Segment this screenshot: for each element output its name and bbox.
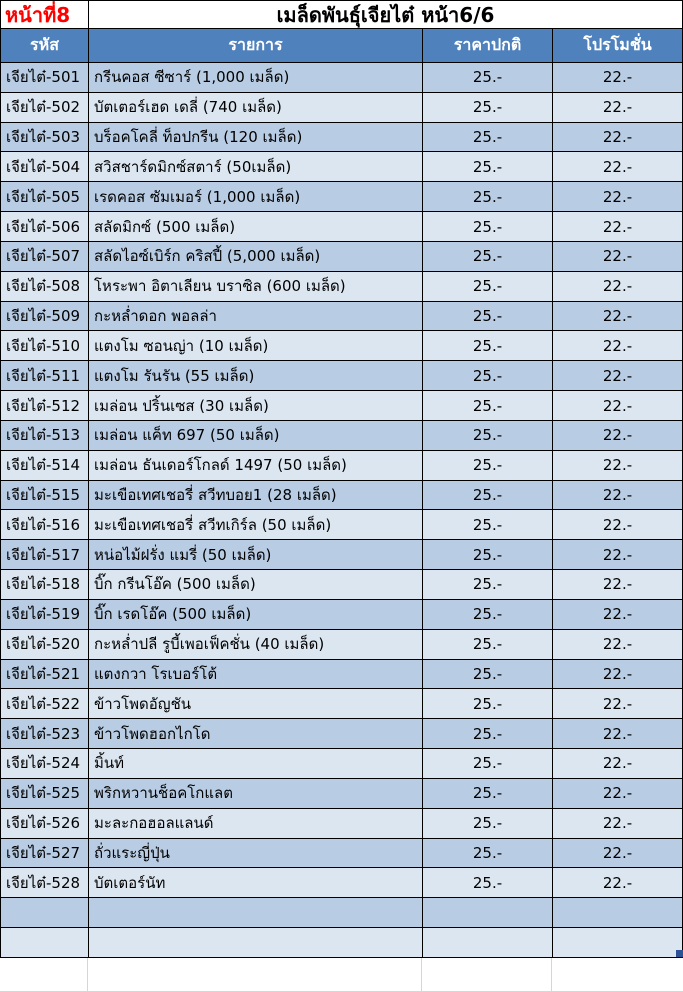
code-cell: เจียไต๋-507 — [1, 242, 89, 272]
regular-price-cell: 25.- — [423, 302, 553, 332]
code-cell: เจียไต๋-516 — [1, 510, 89, 540]
item-cell: บิ๊ก กรีนโอ๊ค (500 เมล็ด) — [89, 570, 423, 600]
promo-price-cell: 22.- — [553, 123, 683, 153]
table-row — [1, 451, 683, 481]
regular-price-cell: 25.- — [423, 719, 553, 749]
table-row — [1, 779, 683, 809]
regular-price-cell: 25.- — [423, 570, 553, 600]
promo-price-cell: 22.- — [553, 600, 683, 630]
table-row — [1, 361, 683, 391]
code-cell: เจียไต๋-520 — [1, 630, 89, 660]
item-cell: สลัดไอซ์เบิร์ก คริสปี้ (5,000 เมล็ด) — [89, 242, 423, 272]
regular-price-cell: 25.- — [423, 630, 553, 660]
item-cell: เมล่อน แค็ท 697 (50 เมล็ด) — [89, 421, 423, 451]
promo-price-cell: 22.- — [553, 361, 683, 391]
code-cell: เจียไต๋-501 — [1, 63, 89, 93]
promo-price-cell: 22.- — [553, 182, 683, 212]
empty-grid-cell — [0, 958, 88, 991]
empty-table-row — [1, 928, 683, 958]
code-cell: เจียไต๋-505 — [1, 182, 89, 212]
regular-price-cell: 25.- — [423, 242, 553, 272]
code-cell: เจียไต๋-504 — [1, 152, 89, 182]
column-header-row — [1, 29, 683, 63]
regular-price-cell: 25.- — [423, 839, 553, 869]
code-cell: เจียไต๋-521 — [1, 660, 89, 690]
empty-grid-row — [0, 958, 683, 992]
regular-price-cell: 25.- — [423, 510, 553, 540]
code-cell: เจียไต๋-509 — [1, 302, 89, 332]
item-cell: มะเขือเทศเชอรี่ สวีทเกิร์ล (50 เมล็ด) — [89, 510, 423, 540]
item-cell: บัตเตอร์นัท — [89, 868, 423, 898]
regular-price-cell: 25.- — [423, 361, 553, 391]
promo-price-cell: 22.- — [553, 809, 683, 839]
regular-price-cell: 25.- — [423, 331, 553, 361]
table-row — [1, 689, 683, 719]
regular-price-cell: 25.- — [423, 391, 553, 421]
item-cell: หน่อไม้ฝรั่ง แมรี่ (50 เมล็ด) — [89, 540, 423, 570]
promo-price-cell: 22.- — [553, 481, 683, 511]
item-cell: มิ้นท์ — [89, 749, 423, 779]
code-cell: เจียไต๋-525 — [1, 779, 89, 809]
promo-price-cell: 22.- — [553, 93, 683, 123]
promo-price-cell: 22.- — [553, 242, 683, 272]
promo-price-cell: 22.- — [553, 63, 683, 93]
code-cell: เจียไต๋-527 — [1, 839, 89, 869]
code-cell: เจียไต๋-512 — [1, 391, 89, 421]
item-cell: บร็อคโคลี่ ท็อปกรีน (120 เมล็ด) — [89, 123, 423, 153]
code-cell: เจียไต๋-523 — [1, 719, 89, 749]
table-row — [1, 809, 683, 839]
code-cell: เจียไต๋-526 — [1, 809, 89, 839]
item-cell: สลัดมิกซ์ (500 เมล็ด) — [89, 212, 423, 242]
table-row — [1, 839, 683, 869]
code-cell: เจียไต๋-528 — [1, 868, 89, 898]
table-row — [1, 152, 683, 182]
item-cell: ถั่วแระญี่ปุ่น — [89, 839, 423, 869]
promo-price-cell: 22.- — [553, 540, 683, 570]
promo-price-cell: 22.- — [553, 510, 683, 540]
code-cell: เจียไต๋-515 — [1, 481, 89, 511]
promo-price-cell: 22.- — [553, 779, 683, 809]
table-row — [1, 391, 683, 421]
table-row — [1, 242, 683, 272]
promo-price-cell: 22.- — [553, 660, 683, 690]
code-cell: เจียไต๋-508 — [1, 272, 89, 302]
page-title: เมล็ดพันธุ์เจียไต๋ หน้า6/6 — [89, 1, 683, 29]
table-row — [1, 510, 683, 540]
code-cell: เจียไต๋-506 — [1, 212, 89, 242]
code-cell: เจียไต๋-524 — [1, 749, 89, 779]
regular-price-cell: 25.- — [423, 421, 553, 451]
item-cell — [89, 928, 423, 958]
item-cell — [89, 898, 423, 928]
regular-price-cell: 25.- — [423, 868, 553, 898]
column-header-item: รายการ — [89, 29, 423, 63]
promo-price-cell: 22.- — [553, 630, 683, 660]
table-row — [1, 421, 683, 451]
item-cell: กรีนคอส ซีซาร์ (1,000 เมล็ด) — [89, 63, 423, 93]
promo-price-cell: 22.- — [553, 212, 683, 242]
table-row — [1, 749, 683, 779]
regular-price-cell: 25.- — [423, 123, 553, 153]
code-cell: เจียไต๋-513 — [1, 421, 89, 451]
regular-price-cell: 25.- — [423, 600, 553, 630]
column-header-regular-price: ราคาปกติ — [423, 29, 553, 63]
code-cell — [1, 898, 89, 928]
regular-price-cell: 25.- — [423, 749, 553, 779]
regular-price-cell: 25.- — [423, 689, 553, 719]
regular-price-cell: 25.- — [423, 779, 553, 809]
item-cell: บิ๊ก เรดโอ๊ค (500 เมล็ด) — [89, 600, 423, 630]
item-cell: กะหล่ำดอก พอลล่า — [89, 302, 423, 332]
regular-price-cell: 25.- — [423, 152, 553, 182]
table-row — [1, 868, 683, 898]
regular-price-cell: 25.- — [423, 809, 553, 839]
promo-price-cell: 22.- — [553, 451, 683, 481]
code-cell: เจียไต๋-511 — [1, 361, 89, 391]
title-row — [1, 1, 683, 29]
empty-grid-cell — [422, 958, 552, 991]
code-cell: เจียไต๋-518 — [1, 570, 89, 600]
item-cell: กะหล่ำปลี รูบี้เพอเฟ็คชั่น (40 เมล็ด) — [89, 630, 423, 660]
fill-handle[interactable] — [676, 950, 683, 957]
code-cell: เจียไต๋-519 — [1, 600, 89, 630]
item-cell: โหระพา อิตาเลียน บราซิล (600 เมล็ด) — [89, 272, 423, 302]
item-cell: ข้าวโพดฮอกไกโด — [89, 719, 423, 749]
table-row — [1, 123, 683, 153]
regular-price-cell: 25.- — [423, 540, 553, 570]
item-cell: เมล่อน ปริ้นเซส (30 เมล็ด) — [89, 391, 423, 421]
regular-price-cell: 25.- — [423, 660, 553, 690]
item-cell: แตงโม รันรัน (55 เมล็ด) — [89, 361, 423, 391]
promo-price-cell: 22.- — [553, 152, 683, 182]
table-row — [1, 331, 683, 361]
empty-grid-cell — [88, 958, 422, 991]
promo-price-cell: 22.- — [553, 749, 683, 779]
item-cell: เมล่อน ธันเดอร์โกลด์ 1497 (50 เมล็ด) — [89, 451, 423, 481]
promo-price-cell: 22.- — [553, 272, 683, 302]
item-cell: บัตเตอร์เฮด เดลี่ (740 เมล็ด) — [89, 93, 423, 123]
regular-price-cell — [423, 928, 553, 958]
item-cell: แตงโม ซอนญ่า (10 เมล็ด) — [89, 331, 423, 361]
table-row — [1, 719, 683, 749]
promo-price-cell: 22.- — [553, 331, 683, 361]
regular-price-cell: 25.- — [423, 451, 553, 481]
table-row — [1, 93, 683, 123]
item-cell: เรดคอส ซัมเมอร์ (1,000 เมล็ด) — [89, 182, 423, 212]
regular-price-cell: 25.- — [423, 212, 553, 242]
promo-price-cell: 22.- — [553, 868, 683, 898]
item-cell: สวิสชาร์ดมิกซ์สตาร์ (50เมล็ด) — [89, 152, 423, 182]
promo-price-cell: 22.- — [553, 570, 683, 600]
item-cell: มะละกอฮอลแลนด์ — [89, 809, 423, 839]
code-cell: เจียไต๋-522 — [1, 689, 89, 719]
table-row — [1, 481, 683, 511]
table-row — [1, 302, 683, 332]
table-row — [1, 272, 683, 302]
column-header-promotion: โปรโมชั่น — [553, 29, 683, 63]
regular-price-cell: 25.- — [423, 182, 553, 212]
empty-grid-cell — [552, 958, 683, 991]
promo-price-cell — [553, 898, 683, 928]
promo-price-cell: 22.- — [553, 302, 683, 332]
item-cell: แตงกวา โรเบอร์โต้ — [89, 660, 423, 690]
table-row — [1, 212, 683, 242]
column-header-code: รหัส — [1, 29, 89, 63]
table-body — [1, 63, 683, 958]
regular-price-cell: 25.- — [423, 63, 553, 93]
promo-price-cell — [553, 928, 683, 958]
item-cell: มะเขือเทศเชอรี่ สวีทบอย1 (28 เมล็ด) — [89, 481, 423, 511]
code-cell: เจียไต๋-502 — [1, 93, 89, 123]
code-cell: เจียไต๋-510 — [1, 331, 89, 361]
promo-price-cell: 22.- — [553, 689, 683, 719]
empty-table-row — [1, 898, 683, 928]
code-cell — [1, 928, 89, 958]
table-row — [1, 182, 683, 212]
regular-price-cell: 25.- — [423, 481, 553, 511]
table-row — [1, 600, 683, 630]
promo-price-cell: 22.- — [553, 839, 683, 869]
code-cell: เจียไต๋-517 — [1, 540, 89, 570]
table-row — [1, 540, 683, 570]
promo-price-cell: 22.- — [553, 421, 683, 451]
regular-price-cell: 25.- — [423, 93, 553, 123]
regular-price-cell — [423, 898, 553, 928]
table-row — [1, 63, 683, 93]
page-number-label: หน้าที่8 — [1, 1, 89, 29]
table-row — [1, 570, 683, 600]
table-row — [1, 630, 683, 660]
code-cell: เจียไต๋-514 — [1, 451, 89, 481]
item-cell: ข้าวโพดอัญชัน — [89, 689, 423, 719]
table-row — [1, 660, 683, 690]
item-cell: พริกหวานช็อคโกแลต — [89, 779, 423, 809]
code-cell: เจียไต๋-503 — [1, 123, 89, 153]
promo-price-cell: 22.- — [553, 391, 683, 421]
promo-price-cell: 22.- — [553, 719, 683, 749]
regular-price-cell: 25.- — [423, 272, 553, 302]
